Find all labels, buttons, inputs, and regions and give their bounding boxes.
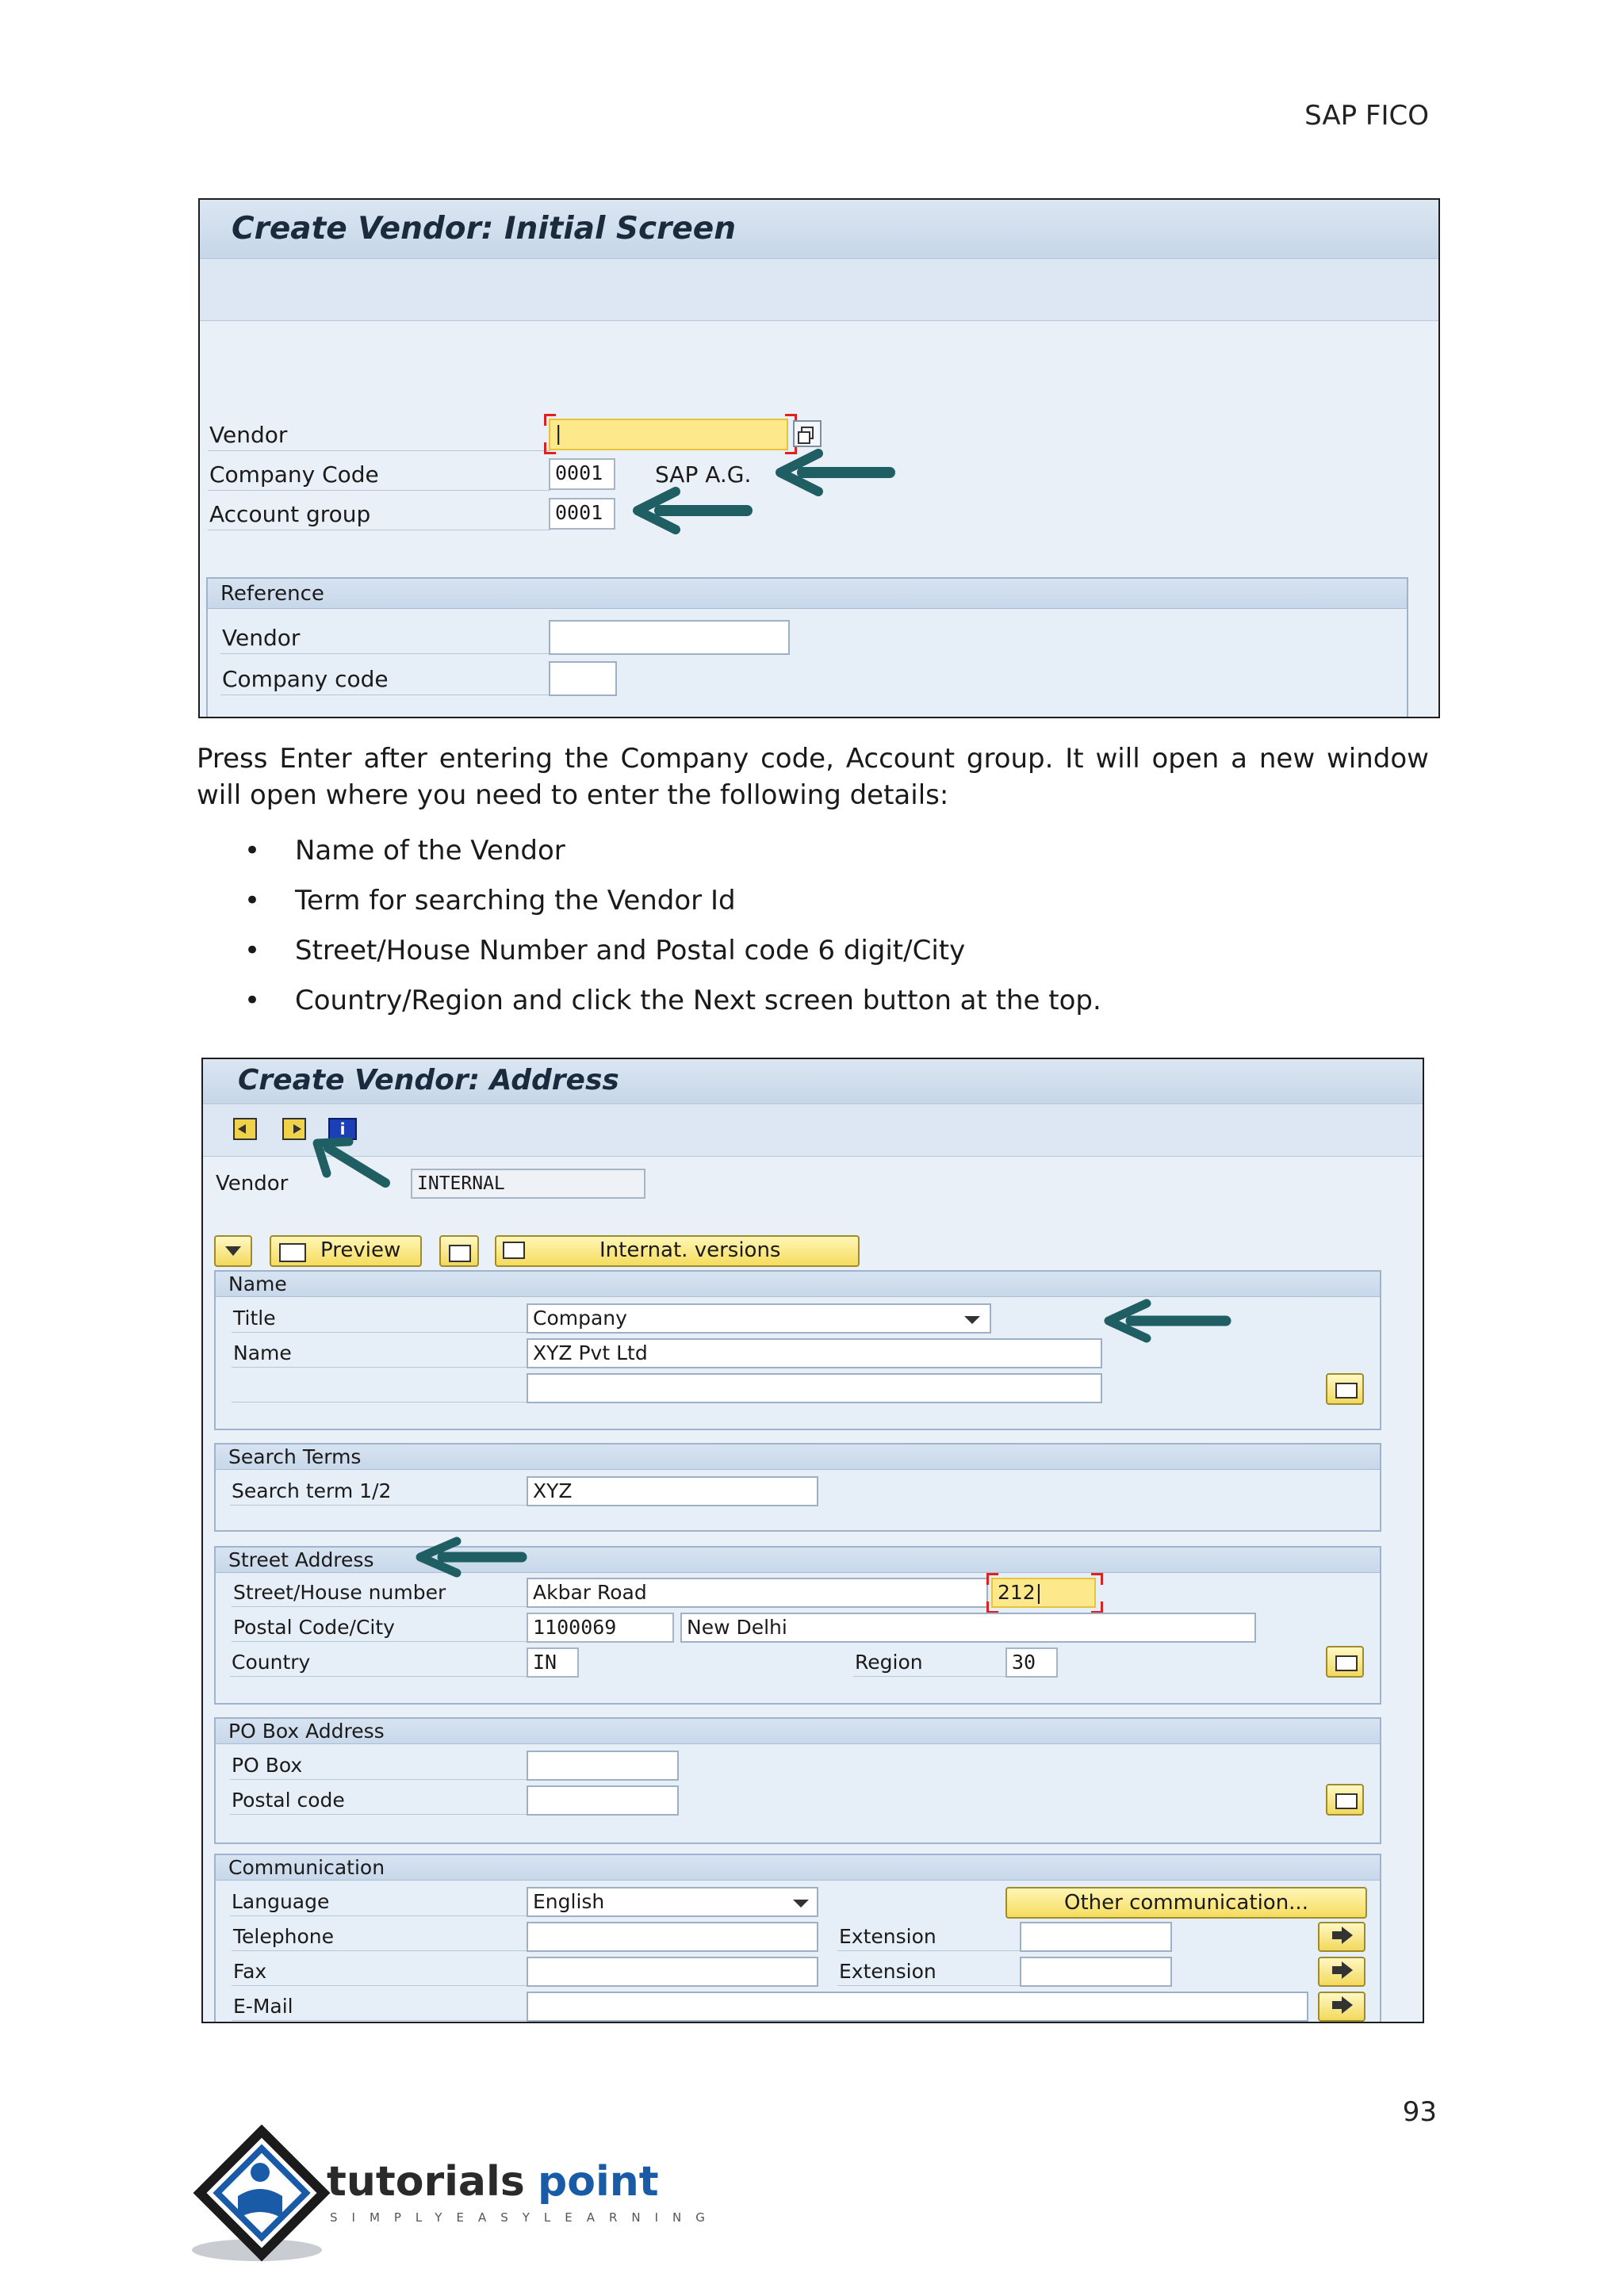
search-term-input[interactable]: XYZ <box>527 1476 818 1506</box>
screen-title: Create Vendor: Address <box>238 1064 619 1096</box>
required-corner-mark <box>986 1601 998 1613</box>
more-telephone-icon[interactable] <box>1318 1922 1365 1952</box>
pointer-arrow-icon <box>771 449 898 504</box>
name-input[interactable]: XYZ Pvt Ltd <box>527 1338 1102 1368</box>
vendor-input[interactable]: | <box>549 419 788 450</box>
title-dropdown[interactable]: Company <box>527 1303 991 1334</box>
house-number-input[interactable]: 212| <box>991 1578 1096 1608</box>
search-terms-group <box>214 1443 1381 1532</box>
street-input[interactable]: Akbar Road <box>527 1578 988 1608</box>
screen-title: Create Vendor: Initial Screen <box>232 211 736 247</box>
street-label: Street/House number <box>233 1581 446 1604</box>
logo-brand-point: point <box>538 2158 659 2206</box>
vendor-label: Vendor <box>209 422 288 448</box>
pointer-arrow-icon <box>411 1535 530 1579</box>
po-box-label: PO Box <box>232 1754 303 1777</box>
bullet-dot: • <box>244 835 261 867</box>
bullet-item: Term for searching the Vendor Id <box>295 885 736 916</box>
dropdown-arrow-icon <box>793 1900 809 1908</box>
extension-label: Extension <box>839 1925 936 1948</box>
name-group <box>214 1270 1381 1430</box>
required-corner-mark <box>1091 1573 1103 1585</box>
bullet-item: Name of the Vendor <box>295 835 565 867</box>
email-label: E-Mail <box>233 1995 293 2018</box>
telephone-label: Telephone <box>233 1925 334 1948</box>
street-address-title: Street Address <box>228 1548 374 1571</box>
po-box-input[interactable] <box>527 1751 679 1781</box>
communication-title: Communication <box>228 1856 385 1879</box>
matchcode-icon[interactable] <box>793 420 822 447</box>
logo-brand-tutorials: tutorials <box>327 2158 525 2206</box>
communication-group <box>214 1854 1381 2023</box>
preview-label: Preview <box>320 1238 401 1262</box>
bullet-dot: • <box>244 985 261 1016</box>
create-vendor-initial-screen <box>198 198 1440 718</box>
pointer-arrow-icon <box>306 1135 401 1199</box>
account-group-label: Account group <box>209 501 371 527</box>
search-terms-title: Search Terms <box>228 1445 362 1468</box>
address-version-icon[interactable] <box>439 1235 479 1267</box>
preview-button[interactable] <box>270 1235 422 1267</box>
more-fields-icon[interactable] <box>1326 1646 1364 1678</box>
required-corner-mark <box>1091 1601 1103 1613</box>
language-label: Language <box>232 1890 330 1913</box>
logo-diamond-icon <box>190 2125 333 2267</box>
fax-extension-label: Extension <box>839 1960 936 1983</box>
fax-input[interactable] <box>527 1957 818 1987</box>
printer-icon <box>279 1243 306 1262</box>
postal-code-input[interactable]: 1100069 <box>527 1613 674 1643</box>
next-screen-icon[interactable] <box>282 1118 306 1140</box>
company-code-input[interactable]: 0001 <box>549 458 615 490</box>
reference-company-code-label: Company code <box>222 666 389 692</box>
create-vendor-address-screen <box>201 1058 1424 2023</box>
country-label: Country <box>232 1651 311 1674</box>
po-box-title: PO Box Address <box>228 1720 385 1743</box>
name2-input[interactable] <box>527 1373 1102 1403</box>
internat-versions-label: Internat. versions <box>599 1238 781 1262</box>
page-header: SAP FICO <box>1304 100 1429 132</box>
name-label: Name <box>233 1341 292 1364</box>
pointer-arrow-icon <box>628 487 755 542</box>
tutorialspoint-logo <box>190 2125 719 2267</box>
vendor-label: Vendor <box>216 1172 289 1196</box>
po-box-group <box>214 1717 1381 1844</box>
po-postal-code-input[interactable] <box>527 1785 679 1816</box>
account-group-input[interactable]: 0001 <box>549 498 615 530</box>
required-corner-mark <box>544 414 556 426</box>
company-name-text: SAP A.G. <box>655 461 752 488</box>
reference-group <box>206 577 1408 718</box>
internat-versions-button[interactable] <box>495 1235 860 1267</box>
reference-vendor-label: Vendor <box>222 625 301 651</box>
street-address-group <box>214 1546 1381 1705</box>
versions-icon <box>503 1242 525 1259</box>
screen-title-bar <box>203 1059 1423 1104</box>
region-input[interactable]: 30 <box>1005 1647 1058 1678</box>
bullet-dot: • <box>244 935 261 966</box>
region-label: Region <box>855 1651 923 1674</box>
po-postal-code-label: Postal code <box>232 1789 345 1812</box>
bullet-dot: • <box>244 885 261 916</box>
other-communication-label: Other communication... <box>1064 1891 1308 1915</box>
reference-company-code-input[interactable] <box>549 661 617 696</box>
extension-input[interactable] <box>1020 1922 1172 1952</box>
postal-city-label: Postal Code/City <box>233 1616 395 1639</box>
instruction-paragraph: Press Enter after entering the Company code, Account group. It will open a new window will open where you need to enter the following details: <box>197 743 1429 811</box>
dropdown-arrow-icon <box>964 1316 980 1324</box>
company-code-label: Company Code <box>209 461 379 488</box>
previous-screen-icon[interactable] <box>233 1118 257 1140</box>
logo-tagline: SIMPLYEASYLEARNING <box>330 2210 719 2225</box>
email-input[interactable] <box>527 1992 1308 2022</box>
more-fields-icon[interactable] <box>1326 1373 1364 1405</box>
more-fields-icon[interactable] <box>1326 1784 1364 1816</box>
bullet-item: Country/Region and click the Next screen button at the top. <box>295 985 1101 1016</box>
search-term-label: Search term 1/2 <box>232 1479 392 1502</box>
name-group-title: Name <box>228 1272 287 1295</box>
required-corner-mark <box>986 1573 998 1585</box>
expand-collapse-icon[interactable] <box>214 1235 252 1267</box>
title-label: Title <box>233 1307 276 1330</box>
application-toolbar <box>200 260 1438 321</box>
other-communication-button[interactable] <box>1005 1887 1367 1919</box>
fax-extension-input[interactable] <box>1020 1957 1172 1987</box>
reference-vendor-input[interactable] <box>549 620 790 655</box>
more-email-icon[interactable] <box>1318 1992 1365 2022</box>
vendor-number-field: INTERNAL <box>411 1169 645 1199</box>
required-corner-mark <box>544 442 556 454</box>
screen-title-bar <box>200 200 1438 259</box>
country-input[interactable]: IN <box>527 1647 579 1678</box>
language-dropdown[interactable]: English <box>527 1887 818 1917</box>
page-number: 93 <box>1402 2096 1437 2128</box>
bullet-item: Street/House Number and Postal code 6 digit/City <box>295 935 966 966</box>
reference-title: Reference <box>220 582 324 606</box>
city-input[interactable]: New Delhi <box>680 1613 1256 1643</box>
info-icon[interactable]: i <box>328 1118 357 1140</box>
telephone-input[interactable] <box>527 1922 818 1952</box>
pointer-arrow-icon <box>1099 1299 1234 1346</box>
more-fax-icon[interactable] <box>1318 1957 1365 1987</box>
fax-label: Fax <box>233 1960 267 1983</box>
